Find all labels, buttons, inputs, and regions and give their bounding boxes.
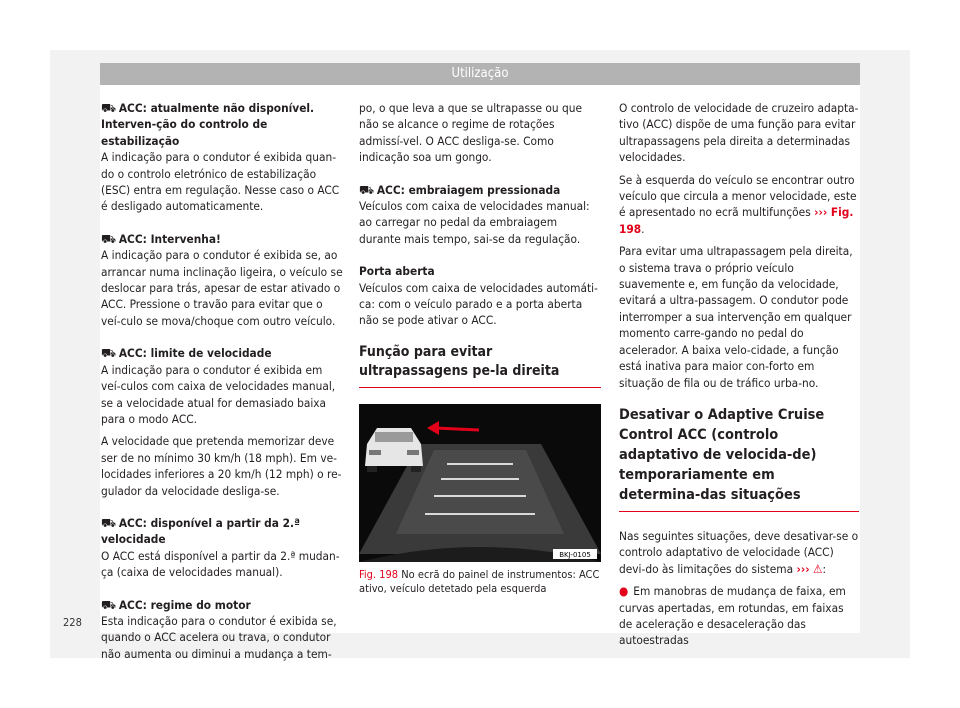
section-title: Função para evitar ultrapassagens pe-la direita [359,343,560,379]
subheading: ⛟ ACC: regime do motor [101,597,251,612]
subheading: ⛟ ACC: atualmente não disponível. Interven-ção do controlo de estabilização [101,101,315,148]
section-divider [359,387,601,388]
paragraph: O ACC está disponível a partir da 2.ª mudan-ça (caixa de velocidades manual). [101,548,340,580]
paragraph: A indicação para o condutor é exibida quan-do o controlo eletrónico de estabilização (ESC) entra em regulação. Nesse caso o ACC é desligado automaticamente. [101,150,340,214]
warning-link[interactable]: ››› [796,561,810,576]
car-indicator-icon: ⛟ [101,515,116,530]
figure-caption: Fig. 198 No ecrã do painel de instrumentos: ACC ativo, veículo detetado pela esquerda [359,567,600,596]
subheading: Porta aberta [359,264,435,279]
figure-code: BKJ-0105 [559,550,591,559]
page-number: 228 [63,616,82,629]
page-header: Utilização [100,63,860,85]
subheading: ⛟ ACC: embraiagem pressionada [359,182,561,197]
paragraph: A indicação para o condutor é exibida em veí-culos com caixa de velocidades manual, se a velocidade atual for demasiado baixa para o modo ACC. [101,362,336,426]
paragraph: Nas seguintes situações, deve desativar-se o controlo adaptativo de velocidade (ACC) devi-do às limitações do sistema ››› ⚠: [619,528,859,576]
list-item: ● Em manobras de mudança de faixa, em curvas apertadas, em rotundas, em faixas de aceleração e desaceleração das autoestradas [619,584,846,648]
detected-vehicle-icon [365,428,423,472]
bullet-icon: ● [619,584,629,599]
subheading: ⛟ ACC: disponível a partir da 2.ª velocidade [101,515,300,547]
car-indicator-icon: ⛟ [101,597,116,612]
figure-198 [359,404,601,562]
paragraph: po, o que leva a que se ultrapasse ou que não se alcance o regime de rotações admissí-vel. O ACC desliga-se. Como indicação soa um gongo. [359,101,583,165]
column-2 [359,100,601,597]
section-title: Desativar o Adaptive Cruise Control ACC (controlo adaptativo de velocida-de) temporariamente em determina-das situações [619,406,825,503]
column-3 [619,100,859,655]
dashboard-display-illustration [359,404,601,562]
car-indicator-icon: ⛟ [101,346,116,361]
car-indicator-icon: ⛟ [101,231,116,246]
paragraph: O controlo de velocidade de cruzeiro adapta-tivo (ACC) dispõe de uma função para evitar ultrapassagens pela direita a determinadas velocidades. [619,101,859,165]
paragraph: Se à esquerda do veículo se encontrar outro veículo que circula a menor velocidade, este é apresentado no ecrã multifunções ››› Fig. 198. [619,172,857,236]
subheading: ⛟ ACC: Intervenha! [101,231,221,246]
section-divider [619,511,859,512]
warning-triangle-icon: ⚠ [812,561,823,576]
figure-link[interactable]: ››› Fig. 198 [619,205,854,236]
subheading: ⛟ ACC: limite de velocidade [101,346,272,361]
paragraph: Veículos com caixa de velocidades automáti-ca: com o veículo parado e a porta aberta não se pode ativar o ACC. [359,280,598,328]
car-indicator-icon: ⛟ [359,182,374,197]
paragraph: Veículos com caixa de velocidades manual: ao carregar no pedal da embraiagem durante mais tempo, sai-se da regulação. [359,199,590,246]
paragraph: Esta indicação para o condutor é exibida se, quando o ACC acelera ou trava, o condutor não aumenta ou diminui a mudança a tem- [101,613,337,661]
column-1 [101,100,343,668]
car-indicator-icon: ⛟ [101,101,116,115]
paragraph: A velocidade que pretenda memorizar deve ser de no mínimo 30 km/h (18 mph). Em ve-locidades inferiores a 20 km/h (12 mph) o re-gulador da velocidade desliga-se. [101,434,342,498]
figure-ref[interactable]: Fig. 198 [359,567,399,581]
paragraph: Para evitar uma ultrapassagem pela direita, o sistema trava o próprio veículo suavemente e, em função da velocidade, evitará a ultra-passagem. O condutor pode interromper a sua intervenção em qualquer momento carre-gando no pedal do acelerador. A baixa velo-cidade, a função está inativa para maior con-forto em situação de fila ou de tráfico urba-no. [619,244,853,390]
paragraph: A indicação para o condutor é exibida se, ao arrancar numa inclinação ligeira, o veículo se deslocar para trás, apesar de estar ativado o ACC. Pressione o travão para evitar que o veí-culo se mova/choque com outro veículo. [101,248,343,328]
